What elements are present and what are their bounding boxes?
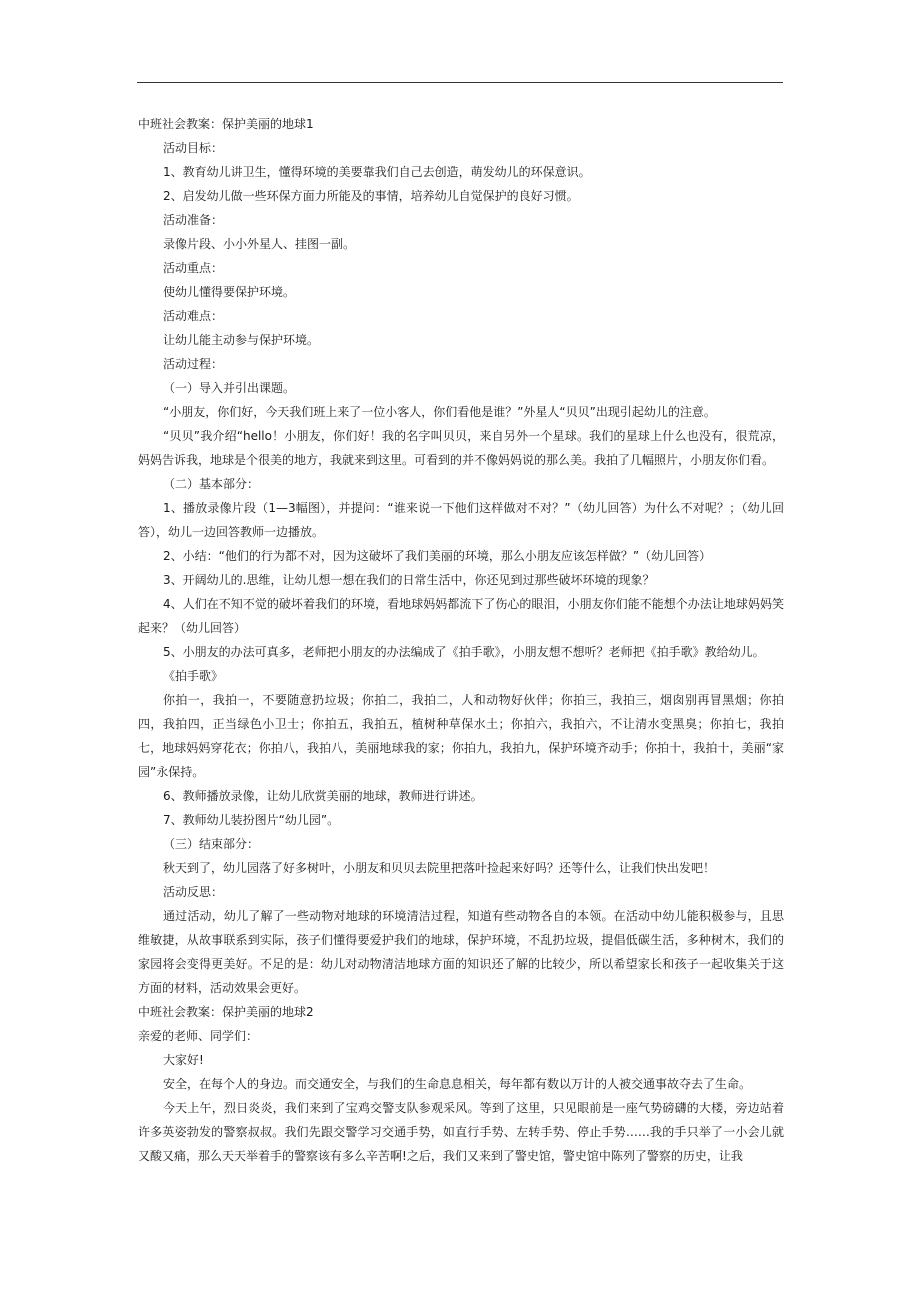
part2-paragraph-2: 今天上午，烈日炎炎，我们来到了宝鸡交警支队参观采风。等到了这里，只见眼前是一座气势磅礴的大楼，旁边站着许多英姿勃发的警察叔叔。我们先跟交警学习交通手势，如直行手势、左转手势、停止手势……我的手只举了一小会儿就又酸又痛，那么天天举着手的警察该有多么辛苦啊!之后，我们又来到了警史馆，警史馆中陈列了警察的历史，让我	[138, 1101, 784, 1163]
section2-item-1: 1、播放录像片段（1—3幅图），并提问：“谁来说一下他们这样做对不对？”（幼儿回答）为什么不对呢？；（幼儿回答），幼儿一边回答教师一边播放。	[138, 501, 784, 539]
difficulty-heading: 活动难点：	[163, 309, 224, 323]
song-title: 《拍手歌》	[163, 669, 224, 683]
goal-heading: 活动目标：	[163, 141, 224, 155]
section3-text: 秋天到了，幼儿园落了好多树叶，小朋友和贝贝去院里把落叶捡起来好吗？还等什么，让我们快出发吧！	[163, 861, 716, 875]
section2-item-6: 6、教师播放录像，让幼儿欣赏美丽的地球，教师进行讲述。	[163, 789, 483, 803]
section2-item-2: 2、小结：“他们的行为都不对，因为这破坏了我们美丽的环境，那么小朋友应该怎样做？”（幼儿回答）	[163, 549, 712, 563]
reflection-text: 通过活动，幼儿了解了一些动物对地球的环境清洁过程，知道有些动物各自的本领。在活动中幼儿能积极参与，且思维敏捷，从故事联系到实际，孩子们懂得要爱护我们的地球，保护环境，不乱扔垃圾，提倡低碳生活，多种树木，我们的家园将会变得更美好。不足的是：幼儿对动物清洁地球方面的知识还了解的比较少，所以希望家长和孩子一起收集关于这方面的材料，活动效果会更好。	[138, 909, 784, 995]
prep-text: 录像片段、小小外星人、挂图一副。	[163, 237, 356, 251]
section2-item-7: 7、教师幼儿装扮图片“幼儿园”。	[163, 813, 340, 827]
prep-heading: 活动准备：	[163, 213, 224, 227]
section1-paragraph-1: “小朋友，你们好，今天我们班上来了一位小客人，你们看他是谁？”外星人“贝贝”出现引起幼儿的注意。	[163, 405, 716, 419]
key-heading: 活动重点：	[163, 261, 224, 275]
reflection-heading: 活动反思：	[163, 885, 224, 899]
key-text: 使幼儿懂得要保护环境。	[163, 285, 296, 299]
section2-heading: （二）基本部分：	[163, 477, 260, 491]
section3-heading: （三）结束部分：	[163, 837, 260, 851]
song-text: 你拍一，我拍一，不要随意扔垃圾；你拍二，我拍二，人和动物好伙伴；你拍三，我拍三，烟囱别再冒黑烟；你拍四，我拍四，正当绿色小卫士；你拍五，我拍五，植树种草保水土；你拍六，我拍六，不让清水变黑臭；你拍七，我拍七，地球妈妈穿花衣；你拍八，我拍八，美丽地球我的家；你拍九，我拍九，保护环境齐动手；你拍十，我拍十，美丽“家园”永保持。	[138, 693, 784, 779]
part1-title: 中班社会教案：保护美丽的地球1	[138, 117, 314, 131]
difficulty-text: 让幼儿能主动参与保护环境。	[163, 333, 320, 347]
section2-item-4: 4、人们在不知不觉的破坏着我们的环境，看地球妈妈都流下了伤心的眼泪，小朋友你们能不能想个办法让地球妈妈笑起来？（幼儿回答）	[138, 597, 784, 635]
section2-item-5: 5、小朋友的办法可真多，老师把小朋友的办法编成了《拍手歌》，小朋友想不想听？老师把《拍手歌》教给幼儿。	[163, 645, 765, 659]
section1-paragraph-2: “贝贝”我介绍“hello！小朋友，你们好！我的名字叫贝贝，来自另外一个星球。我们的星球上什么也没有，很荒凉，妈妈告诉我，地球是个很美的地方，我就来到这里。可看到的并不像妈妈说的那么美。我拍了几幅照片，小朋友你们看。	[138, 429, 784, 467]
hello-line: 大家好!	[163, 1053, 204, 1067]
process-heading: 活动过程：	[163, 357, 224, 371]
goal-item-2: 2、启发幼儿做一些环保方面力所能及的事情，培养幼儿自觉保护的良好习惯。	[163, 189, 579, 203]
part2-title: 中班社会教案：保护美丽的地球2	[138, 1005, 314, 1019]
part2-paragraph-1: 安全，在每个人的身边。而交通安全，与我们的生命息息相关，每年都有数以万计的人被交通事故夺去了生命。	[163, 1077, 752, 1091]
section1-heading: （一）导入并引出课题。	[163, 381, 296, 395]
greeting: 亲爱的老师、同学们：	[138, 1029, 259, 1043]
section2-item-3: 3、开阔幼儿的.思维，让幼儿想一想在我们的日常生活中，你还见到过那些破坏环境的现象？	[163, 573, 655, 587]
document-body	[138, 112, 784, 1168]
header-rule	[137, 82, 783, 83]
goal-item-1: 1、教育幼儿讲卫生，懂得环境的美要靠我们自己去创造，萌发幼儿的环保意识。	[163, 165, 591, 179]
